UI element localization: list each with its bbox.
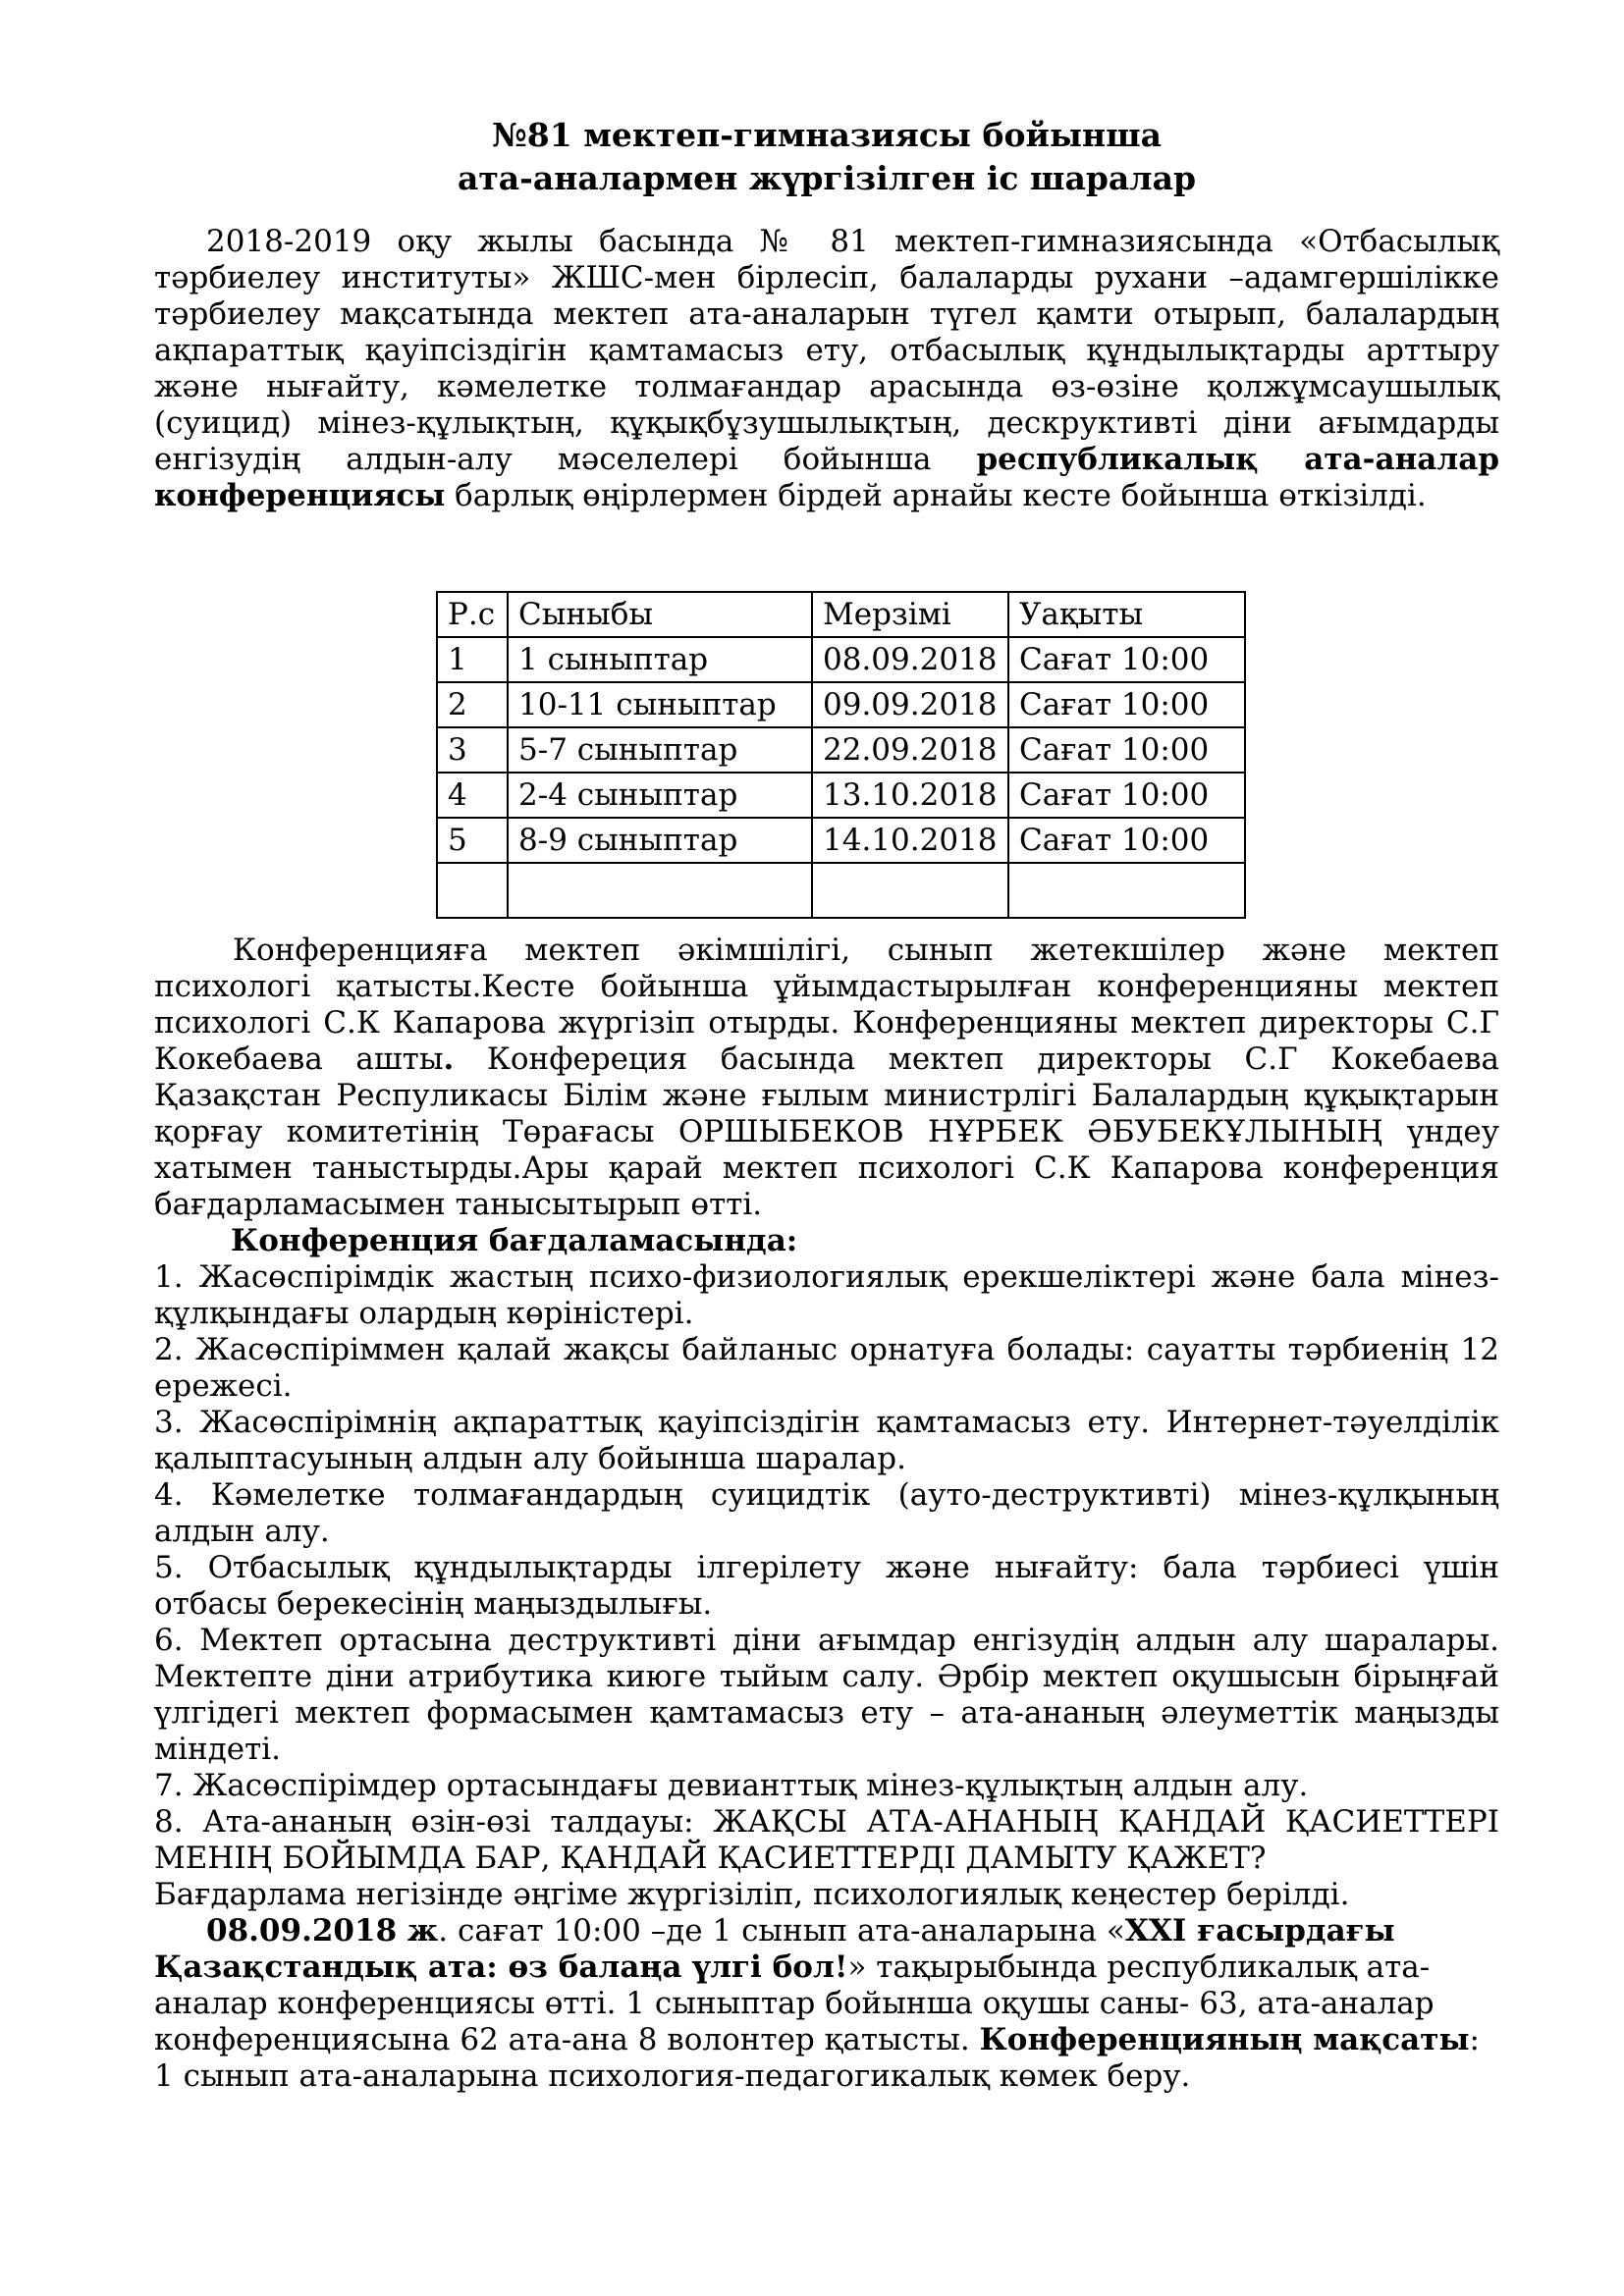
- conference-paragraph: [154, 933, 1499, 1223]
- table-cell: 1: [437, 637, 508, 682]
- program-item: 4. Кәмелетке толмағандардың суицидтік (ауто-деструктивті) мінез-құлқының алдын алу.: [154, 1477, 1499, 1549]
- bold-text: республикалық ата-аналар конференциясы: [154, 442, 1499, 513]
- header-cell: Р.с: [437, 592, 508, 637]
- table-cell: 8-9 сыныптар: [508, 818, 812, 863]
- program-heading: Конференция бағдаламасында:: [231, 1223, 798, 1258]
- program-item: 7. Жасөспірімдер ортасындағы девианттық мінез-құлықтың алдын алу.: [154, 1768, 1309, 1803]
- header-cell: Мерзімі: [812, 592, 1008, 637]
- table-cell: Сағат 10:00: [1008, 727, 1245, 773]
- table-cell: 2-4 сыныптар: [508, 773, 812, 818]
- table-cell: 5: [437, 818, 508, 863]
- table-cell: [1008, 863, 1245, 918]
- table-row: [437, 682, 1245, 727]
- table-cell: 10-11 сыныптар: [508, 682, 812, 727]
- program-item: 3. Жасөспірімнің ақпараттық қауіпсіздігін қамтамасыз ету. Интернет-тәуелділік қалыптасуының алдын алу бойынша шаралар.: [154, 1405, 1499, 1476]
- table-cell: 08.09.2018: [812, 637, 1008, 682]
- text: 2018-2019 оқу жылы басында № 81 мектеп-гимназиясында «Отбасылық тәрбиелеу институты» ЖШС-мен бірлесіп, балаларды рухани –адамгершілікке тәрбиелеу мақсатында мектеп ата-аналарын түгел қамти отырып, балалардың ақпараттық қауіпсіздігін қамтамасыз ету, отбасылық құндылықтарды арттыру және нығайту, кәмелетке толмағандар арасында өз-өзіне қолжұмсаушылық (суицид) мінез-құлықтың, құқықбұзушылықтың, дескруктивті діни ағымдарды енгізудің алдын-алу мәселелері бойынша: [154, 224, 1499, 477]
- table-row: [437, 818, 1245, 863]
- table-cell: Сағат 10:00: [1008, 773, 1245, 818]
- table-cell: [812, 863, 1008, 918]
- table-cell: 14.10.2018: [812, 818, 1008, 863]
- intro-paragraph: [154, 224, 1499, 514]
- schedule-table: [436, 591, 1246, 919]
- table-cell: 5-7 сыныптар: [508, 727, 812, 773]
- table-header-row: [437, 592, 1245, 637]
- text: . сағат 10:00 –де 1 сынып ата-аналарына «: [438, 1913, 1125, 1949]
- program-item: 5. Отбасылық құндылықтарды ілгерілету және нығайту: бала тәрбиесі үшін отбасы берекесінің маңыздылығы.: [154, 1550, 1499, 1622]
- schedule-table-head: [437, 592, 1245, 637]
- table-cell: Сағат 10:00: [1008, 637, 1245, 682]
- title-line-1: №81 мектеп-гимназиясы бойынша: [491, 116, 1163, 154]
- table-cell: Сағат 10:00: [1008, 818, 1245, 863]
- bold-text: ХХІ ғасырдағы Қазақстандық ата: өз балаңа үлгі бол!: [154, 1913, 1395, 1985]
- summary-paragraph: Бағдарлама негізінде әңгіме жүргізіліп, психологиялық кеңестер берілді.: [154, 1877, 1350, 1912]
- text: : 1 сынып ата-аналарына психология-педагогикалық көмек беру.: [154, 2022, 1480, 2094]
- table-cell: [437, 863, 508, 918]
- title-line-2: ата-аналармен жүргізілген іс шаралар: [457, 159, 1197, 197]
- bold-text: Конференцияның мақсаты: [979, 2022, 1470, 2057]
- table-cell: 1 сыныптар: [508, 637, 812, 682]
- table-row: [437, 637, 1245, 682]
- table-row: [437, 863, 1245, 918]
- text: » тақырыбында республикалық ата-аналар конференциясы өтті. 1 сыныптар бойынша оқушы саны- 63, ата-аналар конференциясына 62 ата-ана 8 волонтер қатысты.: [154, 1949, 1435, 2057]
- table-cell: [508, 863, 812, 918]
- table-cell: 22.09.2018: [812, 727, 1008, 773]
- program-item: 8. Ата-ананың өзін-өзі талдауы: ЖАҚСЫ АТА-АНАНЫҢ ҚАНДАЙ ҚАСИЕТТЕРІ МЕНІҢ БОЙЫМДА БАР, ҚАНДАЙ ҚАСИЕТТЕРДІ ДАМЫТУ ҚАЖЕТ?: [154, 1804, 1499, 1876]
- bold-text: 08.09.2018 ж: [206, 1913, 439, 1949]
- program-item: 2. Жасөспіріммен қалай жақсы байланыс орнатуға болады: сауатты тәрбиенің 12 ережесі.: [154, 1332, 1499, 1404]
- document-title: [154, 114, 1499, 200]
- text: Конференцияға мектеп әкімшілігі, сынып жетекшілер және мектеп психологі қатысты.Кесте бойынша ұйымдастырылған конференцияны мектеп психологі С.К Капарова жүргізіп отырды. Конференцияны мектеп директоры С.Г Кокебаева ашты: [154, 933, 1499, 1077]
- header-cell: Сыныбы: [508, 592, 812, 637]
- table-cell: 09.09.2018: [812, 682, 1008, 727]
- table-row: [437, 773, 1245, 818]
- program-item: 6. Мектеп ортасына деструктивті діни ағымдар енгізудің алдын алу шаралары. Мектепте діни атрибутика киюге тыйым салу. Әрбір мектеп оқушысын бірыңғай үлгідегі мектеп формасымен қамтамасыз ету – ата-ананың әлеуметтік маңызды міндеті.: [154, 1623, 1499, 1767]
- schedule-table-body: [437, 637, 1245, 918]
- bold-text: .: [443, 1041, 455, 1077]
- table-cell: 13.10.2018: [812, 773, 1008, 818]
- header-cell: Уақыты: [1008, 592, 1245, 637]
- table-cell: 3: [437, 727, 508, 773]
- table-cell: 4: [437, 773, 508, 818]
- program-list: [154, 1259, 1499, 1877]
- table-row: [437, 727, 1245, 773]
- table-cell: 2: [437, 682, 508, 727]
- program-item: 1. Жасөспірімдік жастың психо-физиологиялық ерекшеліктері және бала мінез-құлқындағы олардың көріністері.: [154, 1259, 1499, 1331]
- text: барлық өңірлермен бірдей арнайы кесте бойынша өткізілді.: [445, 478, 1427, 513]
- document-content: [154, 0, 1499, 2095]
- event-paragraph: [154, 1913, 1499, 2095]
- table-cell: Сағат 10:00: [1008, 682, 1245, 727]
- text: Конфереция басында мектеп директоры С.Г Кокебаева Қазақстан Респуликасы Білім және ғылым министрлігі Балалардың құқықтарын қорғау комитетінің Төрағасы ОРШЫБЕКОВ НҰРБЕК ӘБУБЕКҰЛЫНЫҢ үндеу хатымен таныстырды.Ары қарай мектеп психологі С.К Капарова конференция бағдарламасымен танысытырып өтті.: [154, 1041, 1500, 1222]
